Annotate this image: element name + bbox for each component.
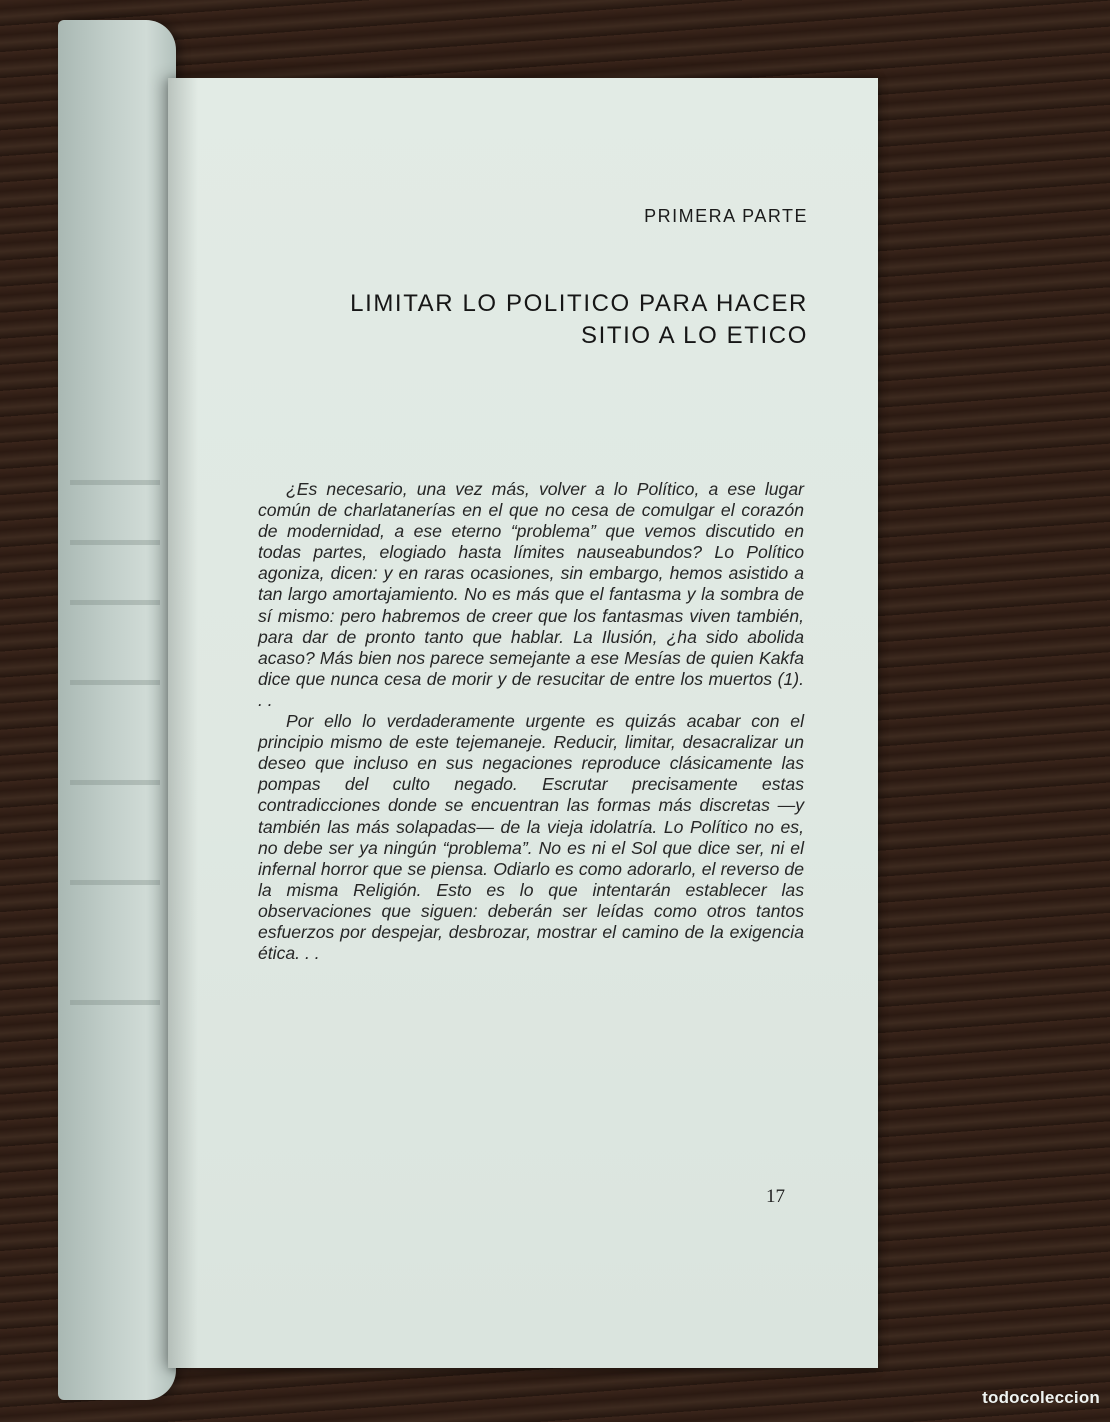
part-label: PRIMERA PARTE: [644, 206, 808, 226]
paragraph-1: ¿Es necesario, una vez más, volver a lo Político, a ese lugar común de charlatanerías en el que no cesa de comulgar el corazón de modernidad, a ese eterno “problema” que vemos discutido en todas partes, elogiado hasta límites nauseabundos? Lo Político agoniza, dicen: y en raras ocasiones, sin embargo, hemos asistido a tan largo amortajamiento. No es más que el fantasma y la sombra de sí mismo: pero habremos de creer que los fantasmas viven también, para dar de pronto tanto que hablar. La Ilusión, ¿ha sido abolida acaso? Más bien nos parece semejante a ese Mesías de quien Kakfa dice que nunca cesa de morir y de resucitar de entre los muertos (1). . .: [258, 479, 804, 710]
bleed-through-line: [70, 1000, 160, 1005]
book-page: [168, 78, 878, 1368]
watermark-text: todocoleccion: [982, 1388, 1100, 1407]
bleed-through-line: [70, 680, 160, 685]
chapter-title-line2: SITIO A LO ETICO: [581, 322, 808, 349]
chapter-title: [288, 288, 808, 352]
bleed-through-line: [70, 780, 160, 785]
body-text: [258, 479, 804, 964]
left-page-edge: [58, 20, 176, 1400]
bleed-through-line: [70, 480, 160, 485]
page-gutter-shadow: [168, 78, 198, 1368]
paragraph-2: Por ello lo verdaderamente urgente es quizás acabar con el principio mismo de este tejemaneje. Reducir, limitar, desacralizar un deseo que incluso en sus negaciones reproduce clásicamente las pompas del culto negado. Escrutar precisamente estas contradicciones donde se encuentran las formas más discretas —y también las más solapadas— de la vieja idolatría. Lo Político no es, no debe ser ya ningún “problema”. No es ni el Sol que dice ser, ni el infernal horror que se piensa. Odiarlo es como adorarlo, el reverso de la misma Religión. Esto es lo que intentarán establecer las observaciones que siguen: deberán ser leídas como otros tantos esfuerzos por despejar, desbrozar, mostrar el camino de la exigencia ética. . .: [258, 711, 804, 964]
chapter-title-line1: LIMITAR LO POLITICO PARA HACER: [350, 290, 808, 317]
page-number: 17: [766, 1186, 785, 1207]
bleed-through-line: [70, 600, 160, 605]
bleed-through-line: [70, 880, 160, 885]
bleed-through-line: [70, 540, 160, 545]
